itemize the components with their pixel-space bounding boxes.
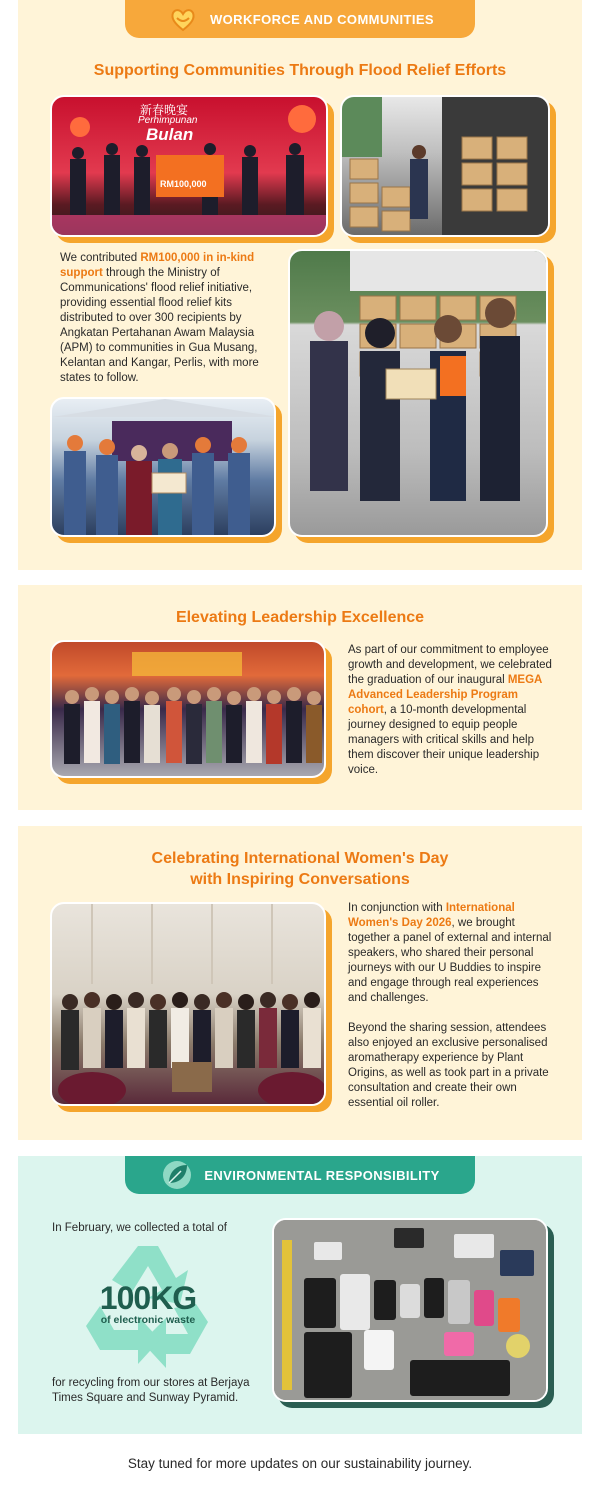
flood-text-after: through the Ministry of Communications' flood relief initiative, providing essential flood relief kits distributed to over 300 recipients by Angkatan Pertahanan Awam Malaysia (APM) to communities in Gua Musang, Kelantan and Kangar, Perlis, with more states to follow. <box>60 267 259 384</box>
apm-handover-photo <box>50 397 276 537</box>
team-box-photo <box>288 249 548 537</box>
workforce-header <box>125 0 475 38</box>
leadership-text-before: As part of our commitment to employee growth and development, we celebrated the graduation of our inaugural <box>348 644 552 686</box>
leadership-cohort-photo <box>50 640 326 778</box>
flood-text-before: We contributed <box>60 252 141 264</box>
heart-hands-icon <box>166 2 200 36</box>
ewaste-amount-label: of electronic waste <box>100 1314 196 1326</box>
banner-title-sub: Perhimpunan <box>138 115 198 126</box>
banner-title-zh: 新春晚宴 <box>140 103 189 117</box>
ewaste-amount: 100KG <box>99 1280 197 1316</box>
womens-day-title-line2: with Inspiring Conversations <box>190 871 410 888</box>
environment-header <box>125 1156 475 1194</box>
banner-title-sub2: Bulan <box>146 125 194 144</box>
ewaste-photo <box>272 1218 548 1402</box>
leaf-icon <box>160 1158 194 1192</box>
flood-text-highlight: RM100,000 in in-kind support <box>60 252 255 279</box>
womens-day-p1-highlight: International Women's Day 2026 <box>348 902 515 929</box>
womens-day-title-line1: Celebrating International Women's Day <box>151 850 449 867</box>
flood-truck-photo <box>340 95 550 237</box>
ewaste-outro: for recycling from our stores at Berjaya Times Square and Sunway Pyramid. <box>52 1377 250 1404</box>
womens-day-paragraph-2: Beyond the sharing session, attendees also enjoyed an exclusive personalised aromatherapy experience by Plant Origins, as well as took part in a private consultation and create their own essential oil roller. <box>348 1022 549 1109</box>
cheque-amount: RM100,000 <box>160 179 207 189</box>
flood-relief-description <box>60 251 278 386</box>
womens-day-p1-before: In conjunction with <box>348 902 446 914</box>
leadership-text-after: , a 10-month developmental journey designed to equip people managers with critical skills and help them discover their unique leadership voice. <box>348 704 540 776</box>
environment-header-label: ENVIRONMENTAL RESPONSIBILITY <box>204 1167 440 1183</box>
womens-day-p1-after: , we brought together a panel of external and internal speakers, who shared their personal journeys with our U Buddies to inspire and engage through real experiences and challenges. <box>348 917 552 1004</box>
recycle-badge <box>80 1240 216 1372</box>
ewaste-intro: In February, we collected a total of <box>52 1222 227 1234</box>
footer-message: Stay tuned for more updates on our sustainability journey. <box>127 1456 473 1471</box>
womens-day-photo <box>50 902 326 1106</box>
womens-day-title <box>30 848 570 890</box>
leadership-text-highlight: MEGA Advanced Leadership Program cohort <box>348 674 542 716</box>
leadership-title: Elevating Leadership Excellence <box>175 609 425 626</box>
flood-relief-title: Supporting Communities Through Flood Relief Efforts <box>93 62 507 79</box>
workforce-header-label: WORKFORCE AND COMMUNITIES <box>209 11 434 27</box>
womens-day-paragraph-1 <box>348 901 560 1006</box>
leadership-description <box>348 643 560 778</box>
flood-ceremony-photo <box>50 95 328 237</box>
womens-day-description <box>348 901 560 1111</box>
